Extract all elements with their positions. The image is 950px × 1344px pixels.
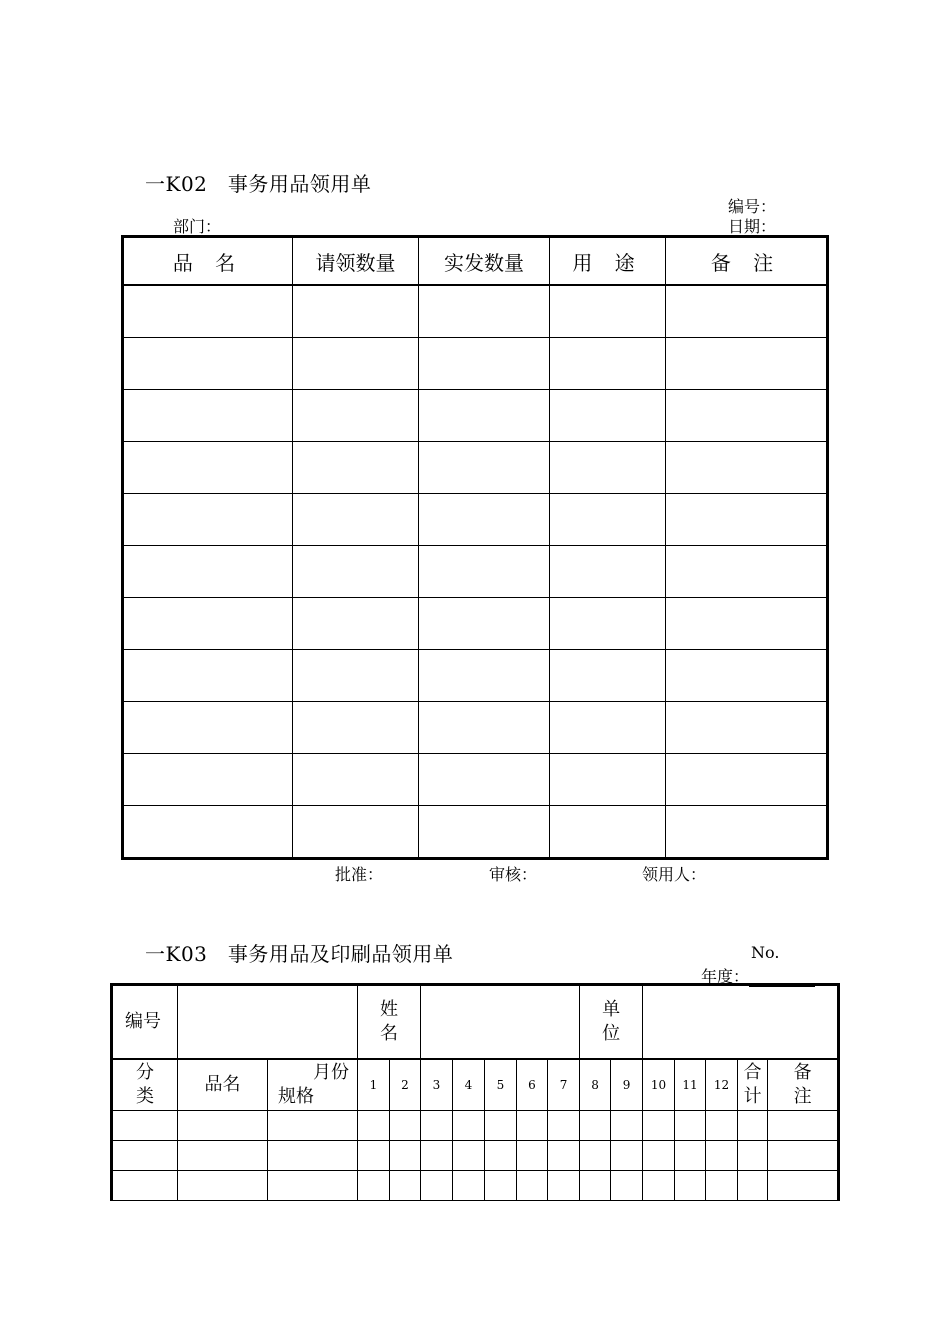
cell[interactable] <box>550 338 666 390</box>
cell[interactable] <box>123 338 293 390</box>
cell[interactable] <box>666 338 828 390</box>
cell[interactable] <box>666 442 828 494</box>
cell[interactable] <box>517 1111 548 1141</box>
cell[interactable] <box>453 1111 485 1141</box>
cell[interactable] <box>550 754 666 806</box>
form2-year-label: 年度： <box>701 967 750 986</box>
cell[interactable] <box>550 702 666 754</box>
table-row <box>123 598 828 650</box>
cell[interactable] <box>485 1111 517 1141</box>
cell[interactable] <box>421 1111 453 1141</box>
cell[interactable] <box>358 1141 390 1171</box>
cell[interactable] <box>178 1111 268 1141</box>
cell[interactable] <box>548 1141 580 1171</box>
cell[interactable] <box>643 1141 675 1171</box>
cell[interactable] <box>293 390 419 442</box>
cell[interactable] <box>666 650 828 702</box>
cell[interactable] <box>768 1141 838 1171</box>
form1-table <box>121 235 829 860</box>
form2-unit-value[interactable] <box>643 985 839 1060</box>
form1-review-label: 审核： <box>489 865 538 884</box>
cell[interactable] <box>643 1111 675 1141</box>
cell[interactable] <box>580 1141 611 1171</box>
cell[interactable] <box>548 1171 580 1201</box>
table-row <box>123 650 828 702</box>
cell[interactable] <box>112 1141 178 1171</box>
cell[interactable] <box>358 1171 390 1201</box>
total-top: 合 <box>743 1062 762 1083</box>
cell[interactable] <box>123 598 293 650</box>
cell[interactable] <box>268 1141 358 1171</box>
cell[interactable] <box>123 390 293 442</box>
cell[interactable] <box>580 1171 611 1201</box>
month-4: 4 <box>453 1059 485 1111</box>
cell[interactable] <box>738 1171 768 1201</box>
cell[interactable] <box>419 806 550 859</box>
form1-date-label: 日期： <box>728 217 777 236</box>
form2-table <box>110 983 840 1201</box>
cell[interactable] <box>112 1111 178 1141</box>
cell[interactable] <box>123 754 293 806</box>
form2-number-label: 编号 <box>112 985 178 1060</box>
cell[interactable] <box>419 702 550 754</box>
form2-name-value[interactable] <box>421 985 580 1060</box>
cell[interactable] <box>550 598 666 650</box>
form1-title: 一K02 事务用品领用单 <box>145 172 372 196</box>
remark-header <box>768 1059 838 1111</box>
spec-label: 规格 <box>278 1086 314 1107</box>
table-row <box>123 338 828 390</box>
table-row <box>123 285 828 338</box>
cell[interactable] <box>419 390 550 442</box>
cell[interactable] <box>390 1111 421 1141</box>
form2-title: 一K03 事务用品及印刷品领用单 <box>145 942 454 966</box>
cell[interactable] <box>421 1141 453 1171</box>
cell[interactable] <box>419 754 550 806</box>
month-9: 9 <box>611 1059 643 1111</box>
table-row <box>123 442 828 494</box>
total-bottom: 计 <box>743 1086 762 1107</box>
table-row <box>123 390 828 442</box>
table-row <box>112 1141 839 1171</box>
table-row <box>123 702 828 754</box>
month-12: 12 <box>706 1059 738 1111</box>
header-purpose: 用 途 <box>550 237 666 286</box>
cell[interactable] <box>666 546 828 598</box>
category-header <box>112 1059 178 1111</box>
cell[interactable] <box>453 1141 485 1171</box>
table-row <box>123 494 828 546</box>
cell[interactable] <box>485 1141 517 1171</box>
form1-recipient-label: 领用人： <box>642 865 707 884</box>
month-8: 8 <box>580 1059 611 1111</box>
cell[interactable] <box>419 442 550 494</box>
month-1: 1 <box>358 1059 390 1111</box>
cell[interactable] <box>550 442 666 494</box>
table-row <box>112 1171 839 1201</box>
cell[interactable] <box>421 1171 453 1201</box>
cell[interactable] <box>550 285 666 338</box>
form1-header-row <box>123 237 828 286</box>
table-row <box>123 754 828 806</box>
table-row <box>123 546 828 598</box>
name-label-top: 姓 <box>380 999 398 1020</box>
header-item-name: 品 名 <box>123 237 293 286</box>
form1-department-label: 部门： <box>173 217 222 236</box>
form1-department-blank <box>221 217 307 237</box>
cell[interactable] <box>358 1111 390 1141</box>
cell[interactable] <box>666 806 828 859</box>
cell[interactable] <box>390 1171 421 1201</box>
cell[interactable] <box>293 285 419 338</box>
cell[interactable] <box>123 650 293 702</box>
cell[interactable] <box>550 650 666 702</box>
cell[interactable] <box>611 1141 643 1171</box>
remark-bottom: 注 <box>793 1086 812 1107</box>
cell[interactable] <box>390 1141 421 1171</box>
item-name-header: 品名 <box>178 1059 268 1111</box>
header-requested-qty: 请领数量 <box>293 237 419 286</box>
cell[interactable] <box>675 1111 706 1141</box>
form2-number-value[interactable] <box>178 985 358 1060</box>
cell[interactable] <box>666 598 828 650</box>
cell[interactable] <box>453 1171 485 1201</box>
form2-header-row <box>112 985 839 1060</box>
month-5: 5 <box>485 1059 517 1111</box>
cell[interactable] <box>419 598 550 650</box>
table-row <box>123 806 828 859</box>
cell[interactable] <box>485 1171 517 1201</box>
form2-unit-label <box>580 985 643 1060</box>
unit-label-top: 单 <box>602 999 621 1020</box>
cell[interactable] <box>666 754 828 806</box>
cell[interactable] <box>419 650 550 702</box>
form2-name-label <box>358 985 421 1060</box>
cell[interactable] <box>293 806 419 859</box>
cell[interactable] <box>550 494 666 546</box>
cell[interactable] <box>675 1171 706 1201</box>
cell[interactable] <box>293 442 419 494</box>
table-row <box>112 1111 839 1141</box>
remark-top: 备 <box>793 1062 812 1083</box>
form1-approve-label: 批准： <box>335 865 384 884</box>
cell[interactable] <box>611 1111 643 1141</box>
month-2: 2 <box>390 1059 421 1111</box>
cell[interactable] <box>268 1171 358 1201</box>
month-spec-header <box>268 1059 358 1111</box>
cell[interactable] <box>706 1171 738 1201</box>
cell[interactable] <box>293 598 419 650</box>
cell[interactable] <box>666 285 828 338</box>
form1-number-label: 编号： <box>728 197 777 216</box>
cell[interactable] <box>293 754 419 806</box>
category-top: 分 <box>136 1062 154 1083</box>
cell[interactable] <box>123 806 293 859</box>
cell[interactable] <box>550 806 666 859</box>
category-bottom: 类 <box>136 1086 154 1107</box>
cell[interactable] <box>643 1171 675 1201</box>
cell[interactable] <box>293 546 419 598</box>
header-issued-qty: 实发数量 <box>419 237 550 286</box>
cell[interactable] <box>738 1111 768 1141</box>
cell[interactable] <box>123 702 293 754</box>
cell[interactable] <box>268 1111 358 1141</box>
cell[interactable] <box>550 546 666 598</box>
name-label-bottom: 名 <box>380 1023 398 1044</box>
cell[interactable] <box>517 1141 548 1171</box>
form2-column-header-row <box>112 1059 839 1111</box>
cell[interactable] <box>123 546 293 598</box>
cell[interactable] <box>293 650 419 702</box>
month-7: 7 <box>548 1059 580 1111</box>
cell[interactable] <box>293 338 419 390</box>
month-3: 3 <box>421 1059 453 1111</box>
cell[interactable] <box>706 1111 738 1141</box>
cell[interactable] <box>112 1171 178 1201</box>
month-11: 11 <box>675 1059 706 1111</box>
cell[interactable] <box>123 494 293 546</box>
unit-label-bottom: 位 <box>602 1023 621 1044</box>
cell[interactable] <box>548 1111 580 1141</box>
cell[interactable] <box>580 1111 611 1141</box>
cell[interactable] <box>419 494 550 546</box>
form2-no-label: No. <box>751 943 780 962</box>
cell[interactable] <box>611 1171 643 1201</box>
cell[interactable] <box>550 390 666 442</box>
month-6: 6 <box>517 1059 548 1111</box>
cell[interactable] <box>738 1141 768 1171</box>
cell[interactable] <box>666 494 828 546</box>
header-remarks: 备 注 <box>666 237 828 286</box>
form1-department-field <box>173 214 307 237</box>
cell[interactable] <box>666 702 828 754</box>
cell[interactable] <box>675 1141 706 1171</box>
cell[interactable] <box>293 702 419 754</box>
cell[interactable] <box>178 1171 268 1201</box>
month-10: 10 <box>643 1059 675 1111</box>
cell[interactable] <box>666 390 828 442</box>
cell[interactable] <box>419 285 550 338</box>
cell[interactable] <box>419 338 550 390</box>
cell[interactable] <box>517 1171 548 1201</box>
cell[interactable] <box>706 1141 738 1171</box>
month-label: 月份 <box>313 1062 349 1083</box>
cell[interactable] <box>293 494 419 546</box>
cell[interactable] <box>123 442 293 494</box>
cell[interactable] <box>419 546 550 598</box>
cell[interactable] <box>768 1111 838 1141</box>
cell[interactable] <box>178 1141 268 1171</box>
total-header <box>738 1059 768 1111</box>
cell[interactable] <box>123 285 293 338</box>
cell[interactable] <box>768 1171 838 1201</box>
